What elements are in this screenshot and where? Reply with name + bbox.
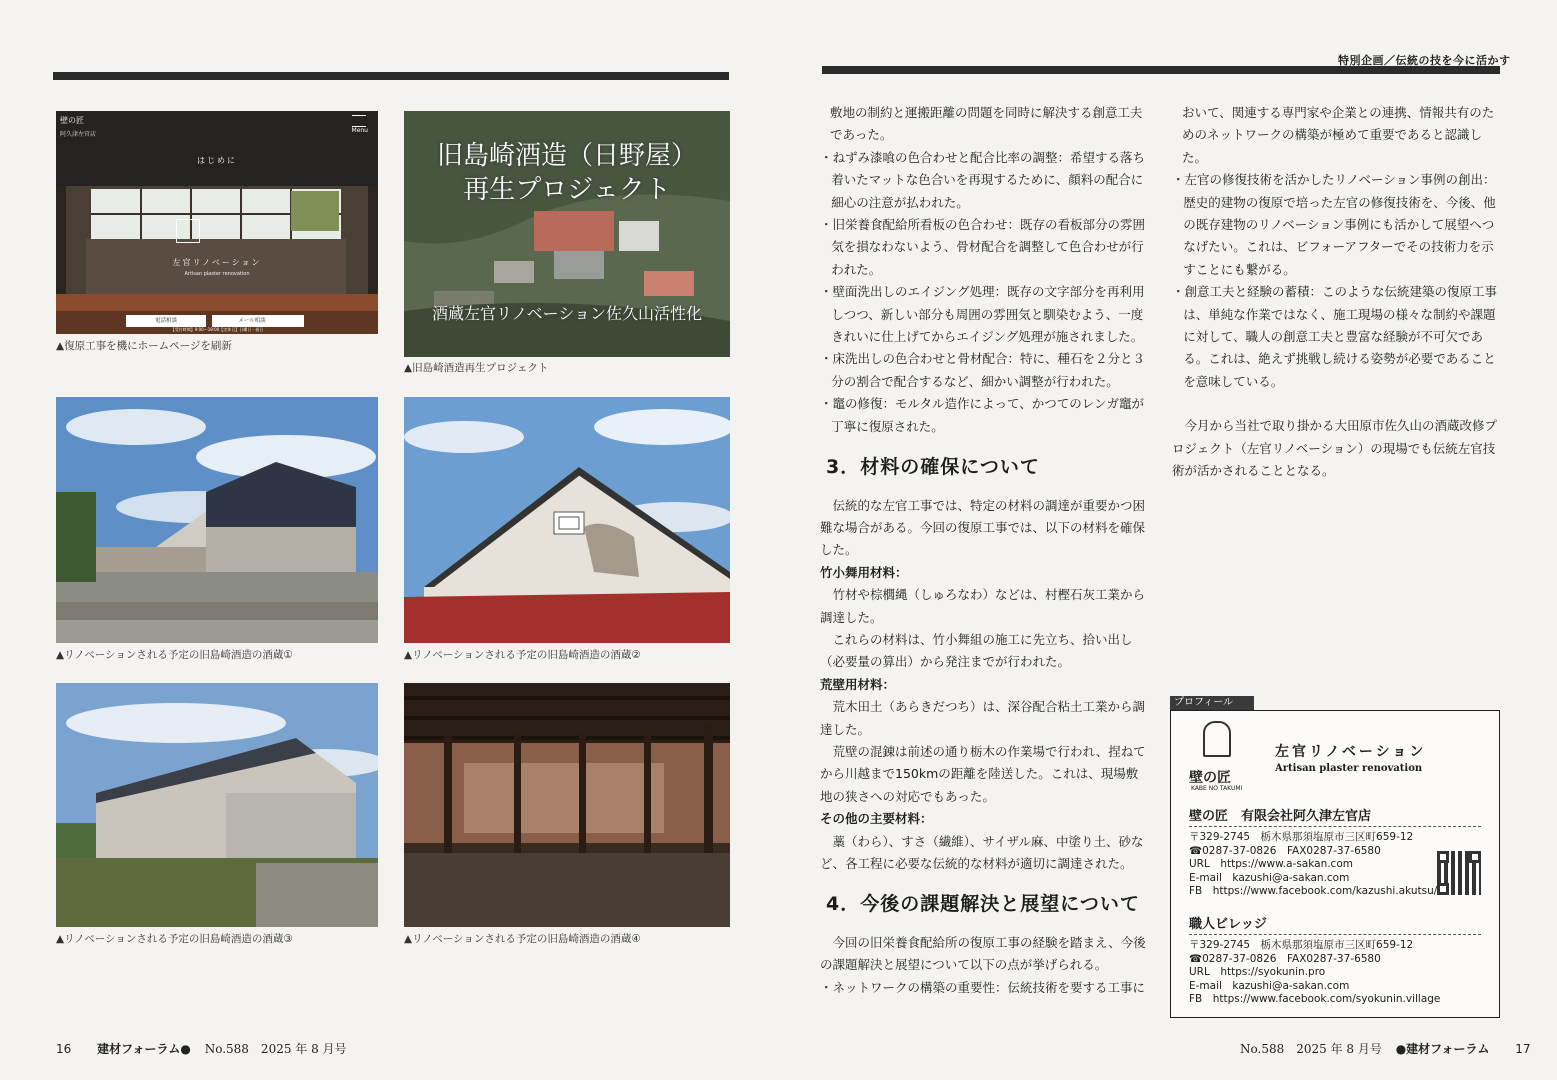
page-number-right: 17 <box>1515 1042 1531 1056</box>
col1-bullet-2: ・旧栄養食配給所看板の色合わせ：既存の看板部分の雰囲気を損なわないよう、骨材配合を調整して色合わせが行われた。 <box>820 217 1146 277</box>
poster-subtitle: 酒蔵左官リノベーション佐久山活性化 <box>431 304 703 323</box>
company-2-facebook[interactable]: FB https://www.facebook.com/syokunin.village <box>1189 993 1441 1005</box>
company-2-address: 〒329-2745 栃木県那須塩原市三区町659-12 <box>1189 939 1414 951</box>
col1-para-4: 竹材や棕櫚縄（しゅろなわ）などは、村樫石灰工業から調達した。 <box>820 587 1146 625</box>
tel-button[interactable]: 電話相談 <box>126 315 206 327</box>
profile-brand-en: Artisan plaster renovation <box>1275 763 1423 774</box>
article-column-1 <box>820 102 1148 999</box>
col1-para-7: 荒壁の混錬は前述の通り栃木の作業場で行われ、捏ねてから川越まで150kmの距離を陸送した。これは、現場敷地の狭さへの対応でもあった。 <box>820 743 1146 804</box>
magazine-name-left: 建材フォーラム● <box>97 1042 191 1056</box>
top-rule-left <box>53 72 729 80</box>
profile-logo-ja: 壁の匠 <box>1189 770 1231 786</box>
subheading-other-materials: その他の主要材料： <box>820 811 933 827</box>
col2-para-2: 今月から当社で取り掛かる大田原市佐久山の酒蔵改修プロジェクト（左官リノベーション）の現場でも伝統左官技術が活かされることとなる。 <box>1172 418 1498 479</box>
caption-1: ▲復原工事を機にホームページを刷新 <box>56 340 232 352</box>
house-logo-icon <box>176 219 200 243</box>
company-1-facebook[interactable]: FB https://www.facebook.com/kazushi.akutsu/ <box>1189 885 1438 897</box>
col2-bullet-1: ・左官の修復技術を活かしたリノベーション事例の創出：歴史的建物の復原で培った左官の修復技術を、今後、他の既存建物のリノベーション事例にも活かして展望へつなげたい。これは、ビフォーアフターでその技術力を示すことにも繋がる。 <box>1172 172 1496 277</box>
col1-para-6: 荒木田土（あらきだつち）は、深谷配合粘土工業から調達した。 <box>820 699 1146 737</box>
warehouse-photo-2 <box>404 397 730 643</box>
site-brand-en: Artisan plaster renovation <box>184 271 250 277</box>
col1-para-1: 敷地の制約と運搬距離の問題を同時に解決する創意工夫であった。 <box>830 105 1143 143</box>
subheading-bamboo: 竹小舞用材料： <box>820 564 908 580</box>
col1-para-9: 今回の旧栄養食配給所の復原工事の経験を踏まえ、今後の課題解決と展望について以下の点が挙げられる。 <box>820 934 1146 973</box>
company-2-name: 職人ビレッジ <box>1189 913 1481 935</box>
poster-title-line2: 再生プロジェクト <box>463 175 671 205</box>
folio-right <box>1240 1040 1531 1057</box>
col1-bullet-1: ・ねずみ漆喰の色合わせと配合比率の調整：希望する落ち着いたマットな色合いを再現するために、顔料の配合に細心の注意が払われた。 <box>820 149 1146 210</box>
issue-right: No.588 2025 年 8 月号 <box>1240 1042 1382 1056</box>
company-2-tel: ☎0287-37-0826 FAX0287-37-6580 <box>1189 952 1381 965</box>
poster-title <box>404 139 730 207</box>
page-number-left: 16 <box>56 1042 72 1056</box>
col2-para-1: おいて、関連する専門家や企業との連携、情報共有のためのネットワークの構築が極めて重要であると認識した。 <box>1182 105 1495 165</box>
company-2-block <box>1189 913 1489 1007</box>
caption-4: ▲リノベーションされる予定の旧島崎酒造の酒蔵② <box>404 649 641 661</box>
heading-section-4: 4．今後の課題解決と展望について <box>826 893 1140 916</box>
col1-bullet-5: ・竈の修復：モルタル造作によって、かつてのレンガ竈が丁寧に復原された。 <box>820 396 1144 434</box>
mail-button[interactable]: メール相談 <box>212 315 292 327</box>
col1-para-8: 藁（わら）、すさ（繊維）、サイザル麻、中塗り土、砂など、各工程に必要な伝統的な材料が適切に調達された。 <box>820 833 1144 871</box>
qr-code-icon[interactable] <box>1437 851 1481 895</box>
menu-label[interactable]: Menu <box>351 127 368 134</box>
company-1-url[interactable]: URL https://www.a-sakan.com <box>1189 858 1353 870</box>
poster-title-line1: 旧島崎酒造（日野屋） <box>436 141 697 171</box>
site-brand: 左官リノベーション <box>172 258 262 267</box>
company-1-address: 〒329-2745 栃木県那須塩原市三区町659-12 <box>1189 831 1414 843</box>
profile-logo-en: KABE NO TAKUMI <box>1191 785 1243 792</box>
profile-box <box>1170 710 1500 1018</box>
company-2-email[interactable]: E-mail kazushi@a-sakan.com <box>1189 979 1350 992</box>
magazine-name-right: ●建材フォーラム <box>1395 1042 1490 1056</box>
warehouse-interior-photo <box>404 683 730 927</box>
menu-icon[interactable] <box>352 115 366 127</box>
warehouse-photo-3 <box>56 683 378 927</box>
col1-para-5: これらの材料は、竹小舞組の施工に先立ち、拾い出し（必要量の算出）から発注までが行われた。 <box>820 631 1133 670</box>
article-column-2 <box>1172 102 1502 483</box>
col1-bullet-3: ・壁面洗出しのエイジング処理：既存の文字部分を再利用しつつ、新しい部分も周囲の雰囲気と馴染むよう、一度きれいに仕上げてからエイジング処理が施されました。 <box>820 284 1145 345</box>
chat-icon[interactable] <box>292 315 304 327</box>
profile-tag: プロフィール <box>1170 696 1254 710</box>
company-1-name: 壁の匠 有限会社阿久津左官店 <box>1189 805 1481 827</box>
section-label: 特別企画／伝統の技を今に活かす <box>1338 54 1511 67</box>
heading-section-3: 3．材料の確保について <box>826 456 1040 479</box>
issue-left: No.588 2025 年 8 月号 <box>204 1042 347 1056</box>
col1-bullet-6: ・ネットワークの構築の重要性：伝統技術を要する工事に <box>820 979 1146 995</box>
company-2-url[interactable]: URL https://syokunin.pro <box>1189 966 1326 978</box>
profile-brand: 左官リノベーション <box>1275 744 1427 760</box>
site-sublogo: 阿久津左官店 <box>60 131 97 138</box>
warehouse-photo-1 <box>56 397 378 643</box>
col1-para-3: 伝統的な左官工事では、特定の材料の調達が重要かつ困難な場合がある。今回の復原工事では、以下の材料を確保した。 <box>820 497 1146 558</box>
caption-2: ▲旧島崎酒造再生プロジェクト <box>404 362 549 374</box>
caption-6: ▲リノベーションされる予定の旧島崎酒造の酒蔵④ <box>404 933 641 945</box>
folio-left <box>56 1040 347 1057</box>
col1-bullet-4: ・床洗出しの色合わせと骨材配合：特に、種石を２分と３分の割合で配合するなど、細かい調整が行われた。 <box>820 351 1146 389</box>
site-logo: 壁の匠 <box>60 116 84 125</box>
company-1-tel: ☎0287-37-0826 FAX0287-37-6580 <box>1189 844 1381 857</box>
company-1-email[interactable]: E-mail kazushi@a-sakan.com <box>1189 871 1350 884</box>
company-logo-icon <box>1203 721 1231 757</box>
project-poster <box>404 111 730 357</box>
caption-5: ▲リノベーションされる予定の旧島崎酒造の酒蔵③ <box>56 933 293 945</box>
website-screenshot <box>56 111 378 334</box>
col2-bullet-2: ・創意工夫と経験の蓄積：このような伝統建築の復原工事は、単純な作業ではなく、施工現場の様々な制約や課題に対して、職人の創意工夫と豊富な経験が不可欠である。これは、絶えず挑戦し続ける姿勢が必要であることを意味している。 <box>1172 284 1498 389</box>
site-heading: はじめに <box>197 156 237 165</box>
subheading-rough-wall: 荒壁用材料： <box>820 676 896 692</box>
site-footer: 【受付時間】9:00〜18:00【定休日】日曜日・祝日 <box>170 327 264 332</box>
caption-3: ▲リノベーションされる予定の旧島崎酒造の酒蔵① <box>56 649 293 661</box>
